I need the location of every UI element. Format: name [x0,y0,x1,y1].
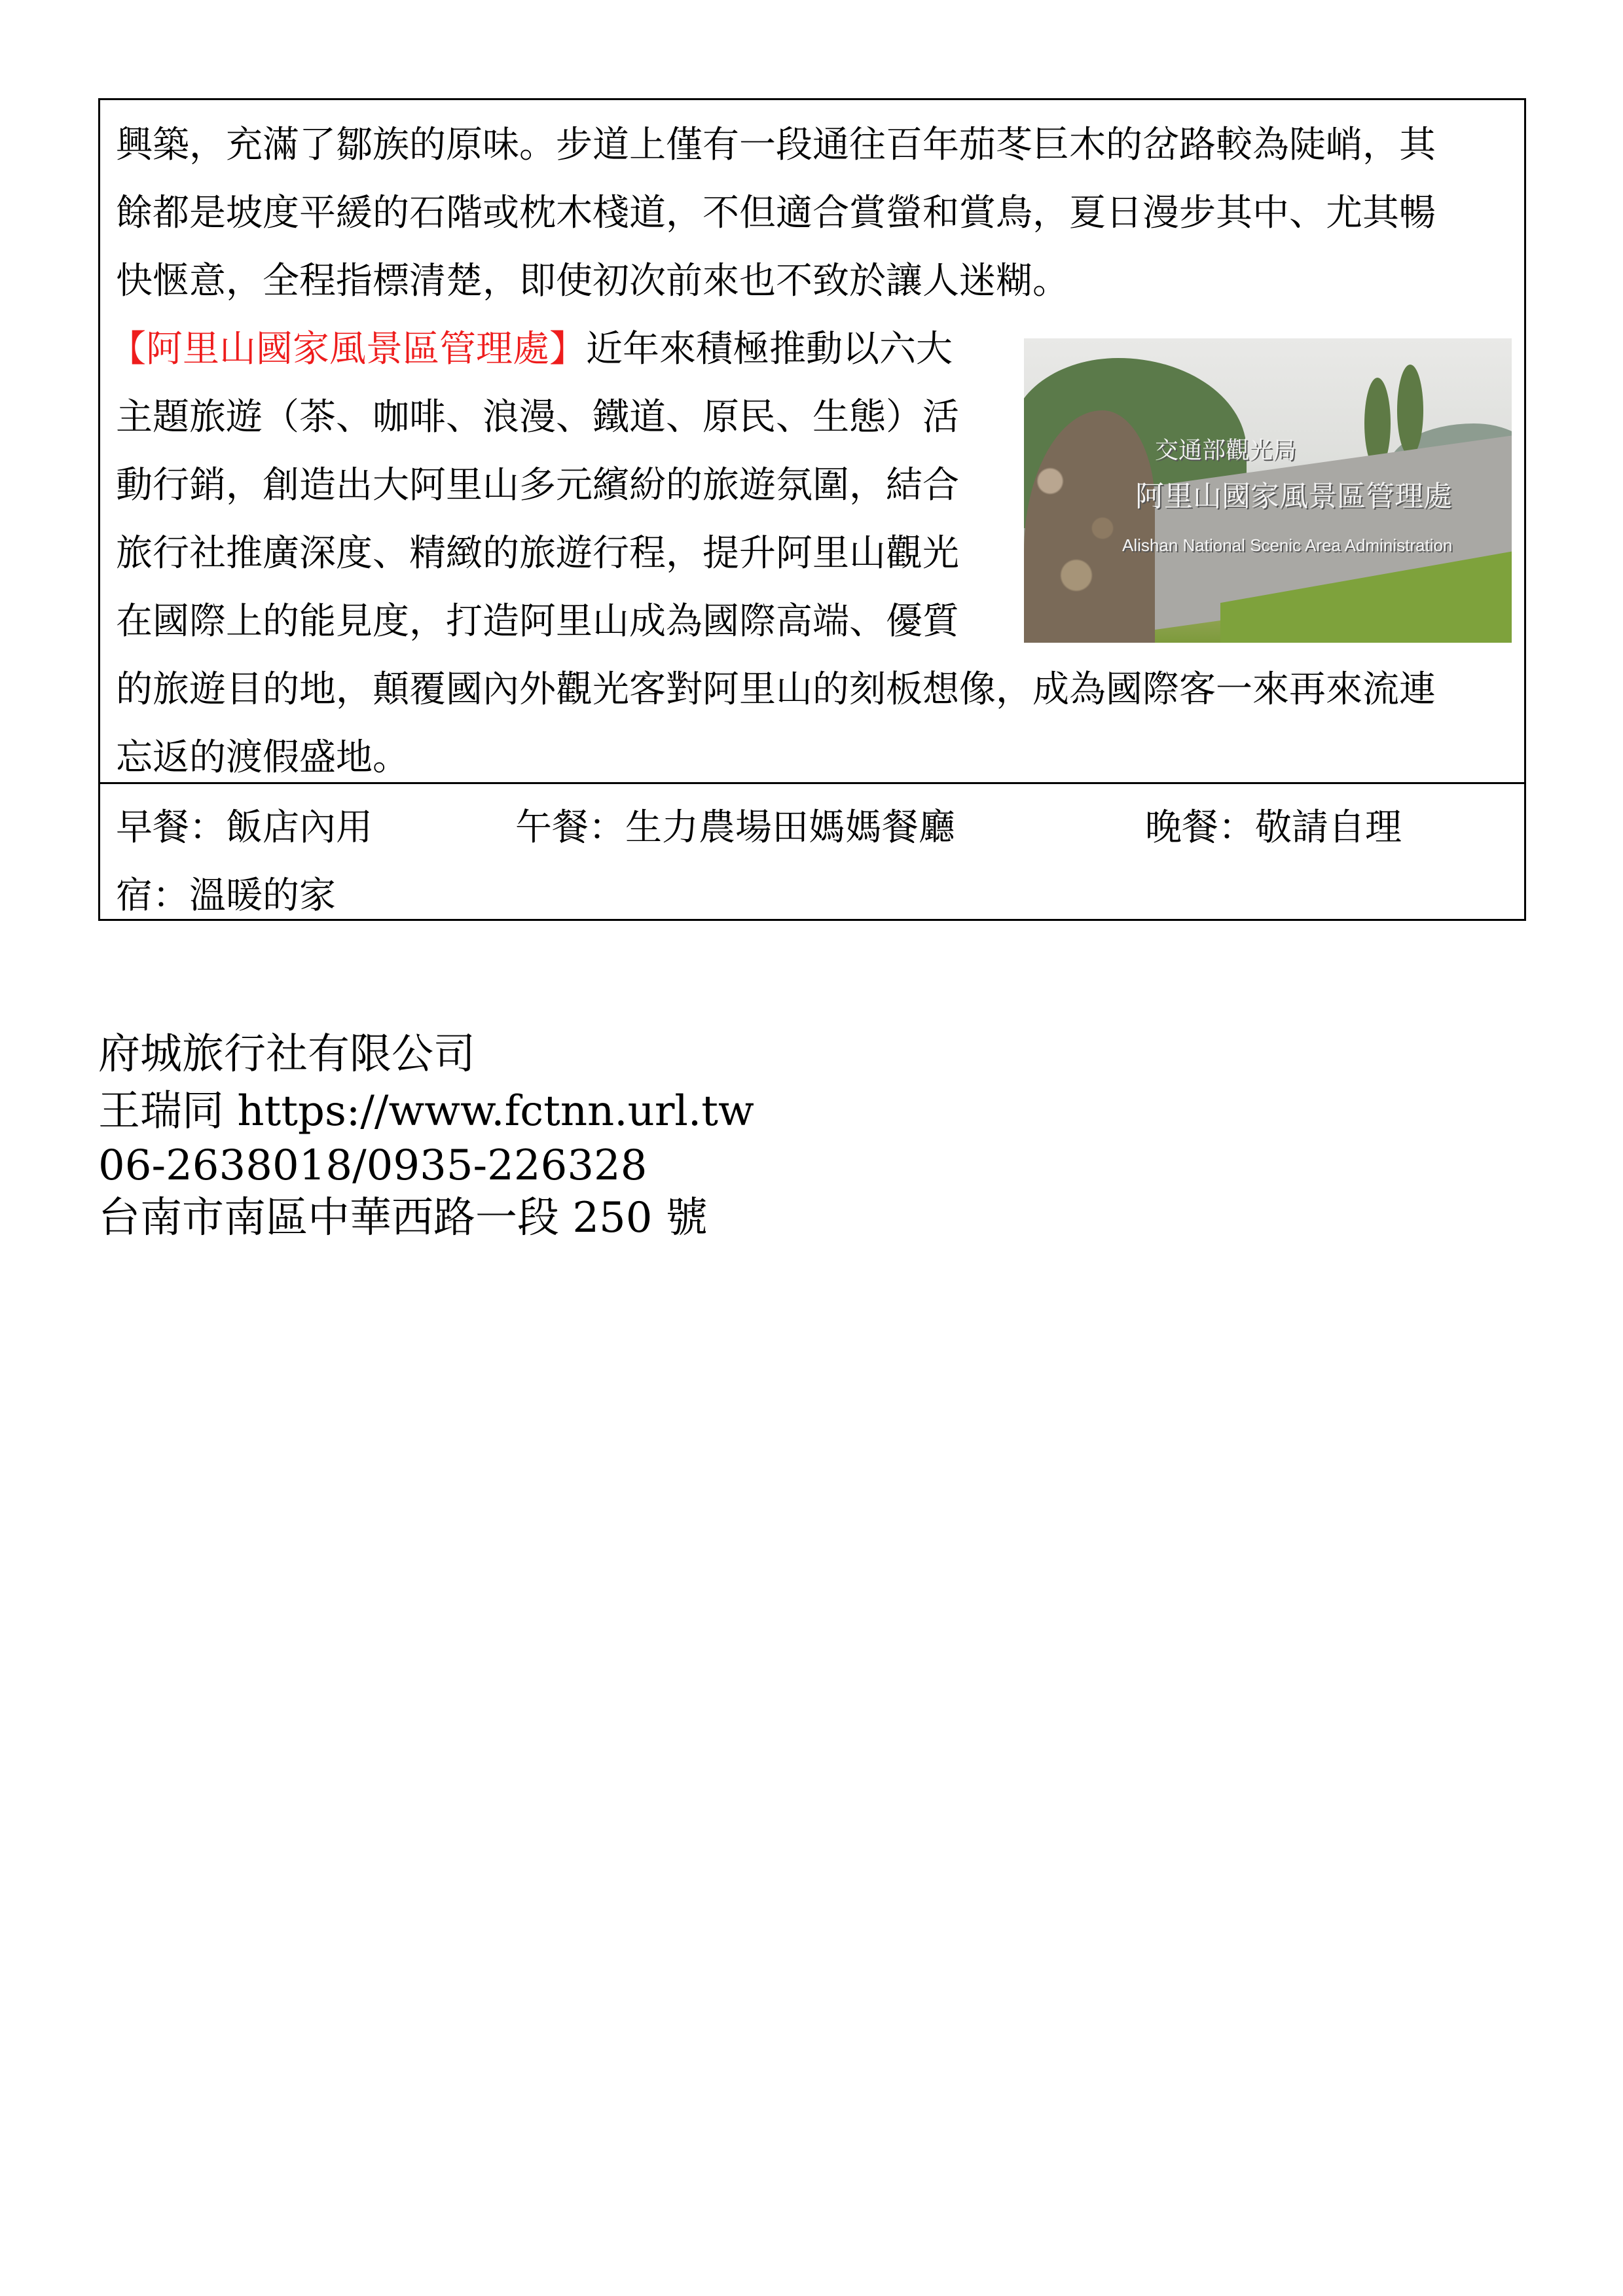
dinner: 晚餐：敬請自理 [1145,806,1402,849]
intro-line: 快愜意，全程指標清楚，即使初次前來也不致於讓人迷糊。 [116,260,1069,302]
contact-line: 王瑞同 https://www.fctnn.url.tw [98,1087,754,1136]
highlight-line: 忘返的渡假盛地。 [116,736,409,779]
itinerary-table [98,98,1526,921]
intro-line: 興築，充滿了鄒族的原味。步道上僅有一段通往百年茄苳巨木的岔路較為陡峭，其 [116,124,1436,166]
phone-line: 06-2638018/0935-226328 [98,1141,647,1190]
highlight-text: 近年來積極推動以六大 [586,328,953,370]
highlight-title: 【阿里山國家風景區管理處】 [109,328,586,370]
alishan-sign-photo [1024,338,1512,643]
company-name: 府城旅行社有限公司 [98,1030,475,1079]
photo-sign-english: Alishan National Scenic Area Administration [1122,535,1453,555]
highlight-line: 在國際上的能見度，打造阿里山成為國際高端、優質 [116,600,959,643]
highlight-line: 旅行社推廣深度、精緻的旅遊行程，提升阿里山觀光 [116,532,959,575]
breakfast: 早餐：飯店內用 [116,806,373,849]
photo-sign-main: 阿里山國家風景區管理處 [1135,480,1452,513]
row-divider [100,782,1524,784]
highlight-line: 動行銷，創造出大阿里山多元繽紛的旅遊氛圍，結合 [116,464,959,507]
highlight-line: 的旅遊目的地，顛覆國內外觀光客對阿里山的刻板想像，成為國際客一來再來流連 [116,668,1436,711]
lodging: 宿：溫暖的家 [116,874,336,917]
intro-line: 餘都是坡度平緩的石階或枕木棧道，不但適合賞螢和賞鳥，夏日漫步其中、尤其暢 [116,192,1436,234]
highlight-line: 主題旅遊（茶、咖啡、浪漫、鐵道、原民、生態）活 [116,396,959,439]
lunch: 午餐：生力農場田媽媽餐廳 [515,806,955,849]
address-line: 台南市南區中華西路一段 250 號 [98,1194,708,1242]
photo-sign-top: 交通部觀光局 [1155,437,1297,464]
highlight-line [109,315,953,384]
